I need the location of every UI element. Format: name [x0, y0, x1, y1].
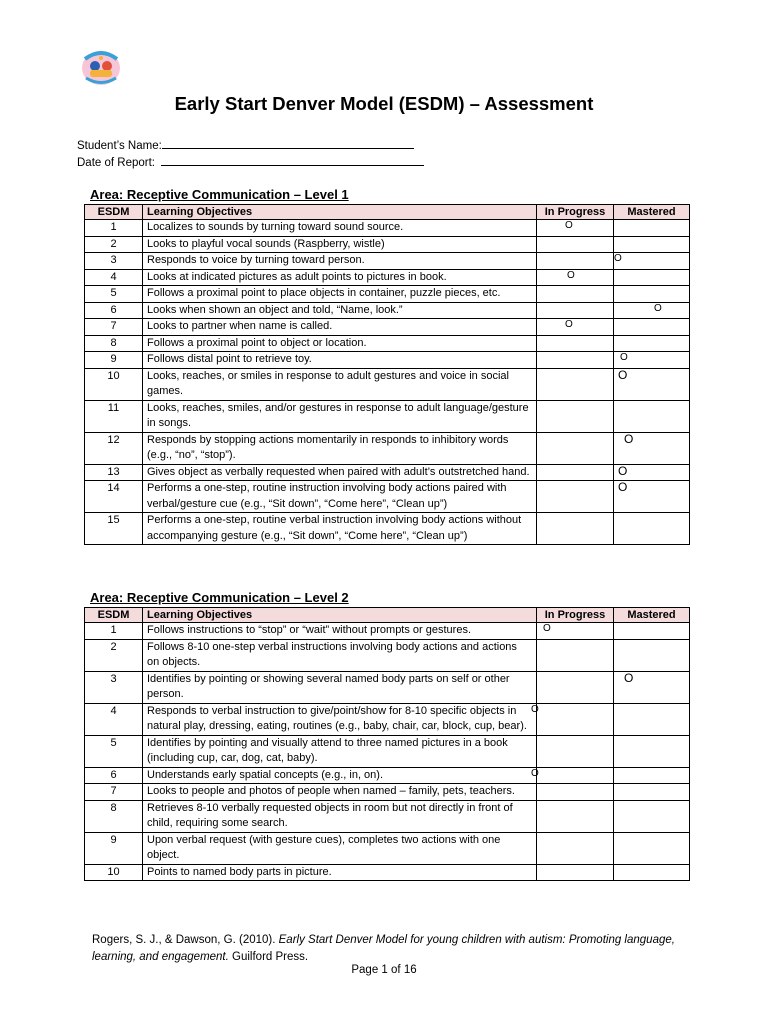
- mastered-cell[interactable]: [614, 286, 690, 303]
- mastered-cell[interactable]: [614, 481, 690, 513]
- page-current: 1: [381, 964, 388, 976]
- table-row: [85, 481, 690, 513]
- learning-objective: Gives object as verbally requested when paired with adult’s outstretched hand.: [143, 464, 537, 481]
- in-progress-mark: O: [565, 220, 573, 231]
- mastered-cell[interactable]: [614, 253, 690, 270]
- esdm-number: 6: [85, 767, 143, 784]
- table-row: [85, 352, 690, 369]
- in-progress-cell[interactable]: [537, 864, 614, 881]
- mastered-mark: O: [614, 253, 622, 264]
- assessment-table-level-2: [84, 607, 690, 881]
- citation-authors: Rogers, S. J., & Dawson, G. (2010).: [92, 934, 276, 946]
- esdm-number: 9: [85, 352, 143, 369]
- in-progress-cell[interactable]: [537, 286, 614, 303]
- esdm-number: 7: [85, 784, 143, 801]
- learning-objective: Follows instructions to “stop” or “wait” without prompts or gestures.: [143, 623, 537, 640]
- column-header-mastered: Mastered: [614, 205, 690, 220]
- table-row: [85, 432, 690, 464]
- table-row: [85, 513, 690, 545]
- learning-objective: Follows 8-10 one-step verbal instructions involving body actions and actions on objects.: [143, 639, 537, 671]
- table-row: [85, 671, 690, 703]
- esdm-number: 7: [85, 319, 143, 336]
- column-header-esdm: ESDM: [85, 608, 143, 623]
- in-progress-cell[interactable]: [537, 253, 614, 270]
- in-progress-cell[interactable]: [537, 302, 614, 319]
- column-header-mastered: Mastered: [614, 608, 690, 623]
- mastered-cell[interactable]: [614, 319, 690, 336]
- learning-objective: Follows a proximal point to object or location.: [143, 335, 537, 352]
- mastered-cell[interactable]: [614, 236, 690, 253]
- table-row: [85, 623, 690, 640]
- mastered-cell[interactable]: [614, 513, 690, 545]
- mastered-cell[interactable]: [614, 735, 690, 767]
- table-row: [85, 220, 690, 237]
- table-row: [85, 335, 690, 352]
- section-heading: Area: Receptive Communication – Level 2: [90, 590, 349, 605]
- student-name-label: Student’s Name:: [77, 140, 162, 152]
- mastered-cell[interactable]: [614, 639, 690, 671]
- mastered-mark: O: [618, 367, 628, 382]
- table-row: [85, 703, 690, 735]
- student-name-line[interactable]: [162, 137, 414, 149]
- mastered-cell[interactable]: [614, 703, 690, 735]
- in-progress-cell[interactable]: [537, 352, 614, 369]
- learning-objective: Performs a one-step, routine instruction involving body actions paired with verbal/gesture cue (e.g., “Sit down”, “Come here”, “Clean up”): [143, 481, 537, 513]
- mastered-cell[interactable]: [614, 220, 690, 237]
- in-progress-mark: O: [531, 767, 539, 779]
- in-progress-mark: O: [543, 623, 551, 634]
- citation-publisher: Guilford Press.: [232, 951, 309, 963]
- learning-objective: Looks, reaches, smiles, and/or gestures in response to adult language/gesture in songs.: [143, 400, 537, 432]
- learning-objective: Retrieves 8-10 verbally requested objects in room but not directly in front of child, requiring some search.: [143, 800, 537, 832]
- learning-objective: Upon verbal request (with gesture cues), completes two actions with one object.: [143, 832, 537, 864]
- table-row: [85, 319, 690, 336]
- in-progress-cell[interactable]: [537, 335, 614, 352]
- student-name-field: [77, 137, 414, 152]
- column-header-objectives: Learning Objectives: [143, 205, 537, 220]
- mastered-cell[interactable]: [614, 671, 690, 703]
- mastered-cell[interactable]: [614, 400, 690, 432]
- page-title: Early Start Denver Model (ESDM) – Assessment: [174, 93, 594, 114]
- table-row: [85, 286, 690, 303]
- in-progress-cell[interactable]: [537, 432, 614, 464]
- table-row: [85, 400, 690, 432]
- table-row: [85, 800, 690, 832]
- mastered-cell[interactable]: [614, 269, 690, 286]
- in-progress-mark: O: [567, 269, 575, 281]
- in-progress-cell[interactable]: [537, 269, 614, 286]
- learning-objective: Localizes to sounds by turning toward sound source.: [143, 220, 537, 237]
- mastered-cell[interactable]: [614, 352, 690, 369]
- in-progress-cell[interactable]: [537, 639, 614, 671]
- learning-objective: Identifies by pointing and visually attend to three named pictures in a book (including cup, car, dog, cat, baby).: [143, 735, 537, 767]
- mastered-mark: O: [654, 302, 662, 314]
- in-progress-cell[interactable]: [531, 767, 614, 784]
- in-progress-cell[interactable]: [537, 623, 614, 640]
- esdm-number: 12: [85, 432, 143, 464]
- in-progress-cell[interactable]: [537, 800, 614, 832]
- in-progress-cell[interactable]: [537, 236, 614, 253]
- esdm-number: 5: [85, 286, 143, 303]
- in-progress-cell[interactable]: [537, 481, 614, 513]
- column-header-esdm: ESDM: [85, 205, 143, 220]
- citation: [92, 932, 692, 966]
- mastered-cell[interactable]: [614, 335, 690, 352]
- esdm-number: 4: [85, 703, 143, 735]
- esdm-number: 1: [85, 220, 143, 237]
- table-row: [85, 368, 690, 400]
- learning-objective: Responds to verbal instruction to give/point/show for 8-10 specific objects in natural play, dressing, eating, routines (e.g., baby, chair, car, block, cup, bear).: [143, 703, 537, 735]
- learning-objective: Identifies by pointing or showing several named body parts on self or other person.: [143, 671, 537, 703]
- page-label: Page: [351, 964, 379, 976]
- mastered-mark: O: [624, 431, 634, 446]
- in-progress-cell[interactable]: [537, 784, 614, 801]
- column-header-in-progress: In Progress: [537, 205, 614, 220]
- learning-objective: Looks at indicated pictures as adult points to pictures in book.: [143, 269, 537, 286]
- table-row: [85, 832, 690, 864]
- learning-objective: Responds by stopping actions momentarily in responds to inhibitory words (e.g., “no”, “stop”).: [143, 432, 537, 464]
- table-row: [85, 784, 690, 801]
- esdm-number: 4: [85, 269, 143, 286]
- mastered-cell[interactable]: [614, 784, 690, 801]
- esdm-number: 10: [85, 368, 143, 400]
- esdm-number: 8: [85, 800, 143, 832]
- in-progress-cell[interactable]: [531, 703, 614, 735]
- in-progress-cell[interactable]: [537, 832, 614, 864]
- assessment-table-level-1: [84, 204, 690, 545]
- esdm-number: 1: [85, 623, 143, 640]
- table-row: [85, 639, 690, 671]
- learning-objective: Understands early spatial concepts (e.g., in, on).: [143, 767, 537, 784]
- table-row: [85, 464, 690, 481]
- page-of: of: [391, 964, 401, 976]
- table-row: [85, 253, 690, 270]
- esdm-number: 6: [85, 302, 143, 319]
- learning-objective: Looks to people and photos of people when named – family, pets, teachers.: [143, 784, 537, 801]
- column-header-objectives: Learning Objectives: [143, 608, 537, 623]
- in-progress-mark: O: [531, 703, 539, 715]
- esdm-number: 9: [85, 832, 143, 864]
- esdm-number: 2: [85, 236, 143, 253]
- page-number: [0, 964, 768, 976]
- mastered-mark: O: [618, 480, 628, 494]
- esdm-number: 14: [85, 481, 143, 513]
- learning-objective: Performs a one-step, routine verbal instruction involving body actions without accompanying gesture (e.g., “Sit down”, “Come here”, “Clean up”): [143, 513, 537, 545]
- section-heading: Area: Receptive Communication – Level 1: [90, 187, 349, 202]
- mastered-mark: O: [618, 463, 628, 478]
- in-progress-cell[interactable]: [537, 735, 614, 767]
- mastered-mark: O: [624, 670, 634, 685]
- esdm-number: 13: [85, 464, 143, 481]
- esdm-number: 11: [85, 400, 143, 432]
- mastered-cell[interactable]: [614, 432, 690, 464]
- in-progress-cell[interactable]: [537, 464, 614, 481]
- esdm-number: 5: [85, 735, 143, 767]
- learning-objective: Looks when shown an object and told, “Name, look.”: [143, 302, 537, 319]
- table-row: [85, 864, 690, 881]
- esdm-number: 10: [85, 864, 143, 881]
- mastered-mark: O: [620, 352, 628, 363]
- learning-objective: Follows distal point to retrieve toy.: [143, 352, 537, 369]
- citation-book-title: Early Start Denver Model for young children with autism: Promoting language, learning, and engagement.: [92, 934, 675, 963]
- mastered-cell[interactable]: [614, 302, 690, 319]
- esdm-number: 15: [85, 513, 143, 545]
- table-row: [85, 236, 690, 253]
- learning-objective: Looks to playful vocal sounds (Raspberry, wistle): [143, 236, 537, 253]
- table-row: [85, 767, 690, 784]
- in-progress-mark: O: [565, 319, 573, 330]
- table-body: [85, 623, 690, 881]
- learning-objective: Looks, reaches, or smiles in response to adult gestures and voice in social games.: [143, 368, 537, 400]
- in-progress-cell[interactable]: [537, 513, 614, 545]
- in-progress-cell[interactable]: [537, 319, 614, 336]
- table-header-row: [85, 608, 690, 623]
- esdm-number: 2: [85, 639, 143, 671]
- mastered-cell[interactable]: [614, 864, 690, 881]
- table-row: [85, 269, 690, 286]
- mastered-cell[interactable]: [614, 767, 690, 784]
- in-progress-cell[interactable]: [537, 400, 614, 432]
- mastered-cell[interactable]: [614, 368, 690, 400]
- mastered-cell[interactable]: [614, 832, 690, 864]
- learning-objective: Responds to voice by turning toward person.: [143, 253, 537, 270]
- in-progress-cell[interactable]: [537, 671, 614, 703]
- learning-objective: Follows a proximal point to place objects in container, puzzle pieces, etc.: [143, 286, 537, 303]
- learning-objective: Looks to partner when name is called.: [143, 319, 537, 336]
- esdm-number: 8: [85, 335, 143, 352]
- mastered-cell[interactable]: [614, 623, 690, 640]
- date-of-report-field: [77, 154, 424, 169]
- column-header-in-progress: In Progress: [537, 608, 614, 623]
- esdm-number: 3: [85, 253, 143, 270]
- table-header-row: [85, 205, 690, 220]
- mastered-cell[interactable]: [614, 464, 690, 481]
- table-body: [85, 220, 690, 545]
- page-total: 16: [403, 964, 417, 976]
- mastered-cell[interactable]: [614, 800, 690, 832]
- table-row: [85, 302, 690, 319]
- in-progress-cell[interactable]: [537, 220, 614, 237]
- date-of-report-line[interactable]: [161, 154, 424, 166]
- date-of-report-label: Date of Report:: [77, 157, 155, 169]
- learning-objective: Points to named body parts in picture.: [143, 864, 537, 881]
- in-progress-cell[interactable]: [537, 368, 614, 400]
- esdm-number: 3: [85, 671, 143, 703]
- table-row: [85, 735, 690, 767]
- school-logo: [78, 45, 124, 89]
